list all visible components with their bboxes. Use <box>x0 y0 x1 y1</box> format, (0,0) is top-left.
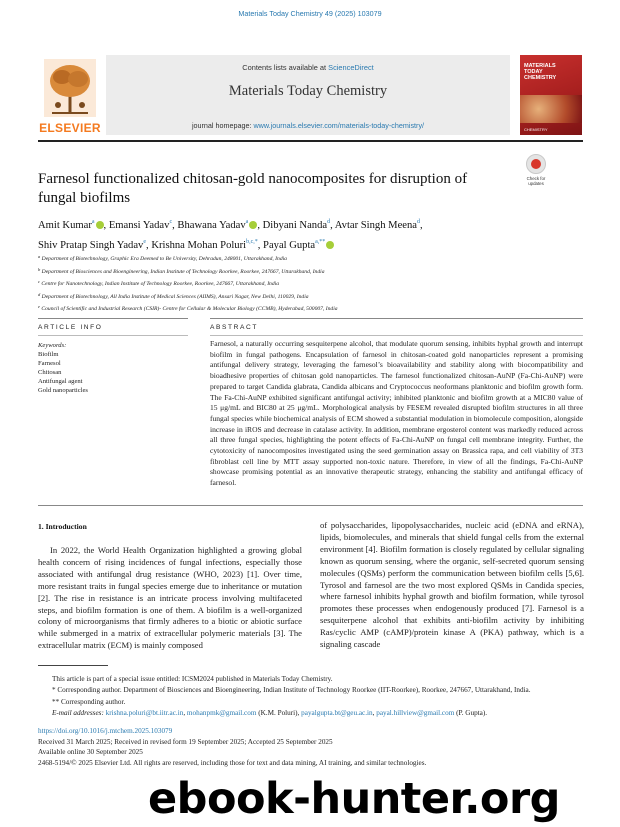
available-online: Available online 30 September 2025 <box>38 748 143 757</box>
author-name: Avtar Singh Meena <box>334 220 417 231</box>
affiliation <box>38 252 583 265</box>
footnote-marker: ** <box>52 697 60 706</box>
introduction-left-column: In 2022, the World Health Organization highlighted a growing global health concern of rising incidences of fungal infections, especially those associated with antifungal drug resistance (WHO, 2023) [1]. Over time, more resistant traits in fungal species emerge due to inheritance or mutation [2]. The rise in resistance is an intricate process involving multifaceted steps, and biofilm formation is one of them. A biofilm is a well-organized colony of microorganisms that firmly adheres to a biotic or abiotic surface while submerged in a matrix of extracellular polymeric materials [3]. The extracellular matrix (ECM) is mainly composed <box>38 545 302 651</box>
author-affil-marker[interactable]: e <box>143 239 147 245</box>
author-list <box>38 214 583 254</box>
author-separator: , <box>257 220 263 231</box>
cover-art <box>520 95 582 123</box>
author-name: Payal Gupta <box>263 240 316 251</box>
cover-footer: CHEMISTRY <box>524 127 548 132</box>
body-divider <box>38 505 583 506</box>
contents-line <box>106 63 510 72</box>
cover-title-line: MATERIALS <box>524 63 556 69</box>
article-info-heading: ARTICLE INFO <box>38 324 103 331</box>
email-link[interactable]: payal.hillview@gmail.com <box>376 708 455 717</box>
article-info-subrule <box>38 335 188 336</box>
footnote-text: Corresponding author. <box>60 697 126 706</box>
journal-cover-image[interactable] <box>520 55 582 135</box>
author-name: Krishna Mohan Poluri <box>151 240 247 251</box>
author-name: Amit Kumar <box>38 220 92 231</box>
journal-title: Materials Today Chemistry <box>228 83 388 99</box>
keywords-block <box>38 341 188 395</box>
corresponding-author-1 <box>38 685 583 696</box>
affiliation-text: Department of Biotechnology, All India Institute of Medical Sciences (AIIMS), Ansari Nagar, New Delhi, 110029, India <box>41 293 309 300</box>
author[interactable] <box>38 240 151 251</box>
email-label: E-mail addresses: <box>52 708 104 717</box>
introduction-right-column: of polysaccharides, lipopolysaccharides, nucleic acid (eDNA and eRNA), lipids, biomolecules, and minerals that shield fungal cells from the external environment [4]. Biofilm formation is closely regulated by cellular signaling known as quorum sensing, where the organic, self-secreted quorum sensing molecules (QSMs) perform the communication between biofilm cells [5,6]. Tyrosol and farnesol are the two most explored QSMs in Candida species, where farnesol inhibits hyphal growth and biofilm formation, while tyrosol promotes these processes when endogenously produced [7]. Farnesol is a sesquiterpene alcohol that exhibits anti-biofilm activity by inhibiting Ras/cyclic AMP (cAMP)/protein kinase A (PKA) pathway, which is a signaling cascade <box>320 520 584 650</box>
copyright: 2468-5194/© 2025 Elsevier Ltd. All rights are reserved, including those for text and data mining, AI training, and similar technologies. <box>38 758 427 767</box>
author[interactable] <box>38 220 109 231</box>
special-issue-note: This article is part of a special issue entitled: ICSM2024 published in Materials Today Chemistry. <box>52 675 333 683</box>
affiliation-list <box>38 252 583 315</box>
affiliation <box>38 277 583 290</box>
author[interactable] <box>109 220 178 231</box>
affiliation-text: Centre for Nanotechnology, Indian Institute of Technology Roorkee, Roorkee, 247667, Uttarakhand, India <box>41 281 280 288</box>
author-affil-marker[interactable]: a <box>91 219 95 225</box>
homepage-prefix: journal homepage: <box>191 121 252 130</box>
article-title: Farnesol functionalized chitosan-gold nanocomposites for disruption of fungal biofilms <box>38 171 468 206</box>
abstract-subrule <box>210 335 583 336</box>
author-affil-marker[interactable]: c <box>169 219 173 225</box>
update-dot-icon <box>531 159 541 169</box>
author[interactable] <box>151 240 263 251</box>
author-name: Shiv Pratap Singh Yadav <box>38 240 144 251</box>
author-separator: , <box>419 220 423 231</box>
affiliation-text: Department of Biosciences and Bioengineering, Indian Institute of Technology Roorkee, Roorkee, 247667, Uttarakhand, India <box>41 268 325 275</box>
check-updates-line: updates <box>528 181 544 186</box>
article-info-rule <box>38 318 188 319</box>
author-separator: , <box>330 220 335 231</box>
introduction-heading: 1. Introduction <box>38 522 87 531</box>
orcid-icon[interactable] <box>326 241 334 249</box>
cover-title-line: TODAY <box>524 69 543 75</box>
check-updates-line: Check for <box>526 176 546 181</box>
watermark: ebook-hunter.org <box>148 774 560 824</box>
keyword: Chitosan <box>38 369 62 376</box>
cover-title-line: CHEMISTRY <box>524 75 557 81</box>
affiliation <box>38 290 583 303</box>
affiliation-marker: b <box>38 266 41 272</box>
author-separator: , <box>146 240 152 251</box>
footnote-marker: * <box>52 686 56 695</box>
elsevier-tree-icon <box>44 59 96 117</box>
keywords-label: Keywords: <box>38 342 67 349</box>
author-name: Dibyani Nanda <box>262 220 328 231</box>
email-link[interactable]: payalgupta.bt@geu.ac.in <box>301 708 373 717</box>
affiliation-marker: a <box>38 254 41 259</box>
doi-link[interactable]: https://doi.org/10.1016/j.mtchem.2025.103079 <box>38 727 173 735</box>
author-affil-marker[interactable]: b,c,* <box>246 239 258 245</box>
email-addresses: E-mail addresses: krishna.poluri@bt.iitr.ac.in, mohanpmk@gmail.com (K.M. Poluri), payalgupta.bt@geu.ac.in, payal.hillview@gmail.com (P. Gupta). <box>52 708 488 717</box>
keyword: Antifungal agent <box>38 378 83 385</box>
abstract-text: Farnesol, a naturally occurring sesquiterpene alcohol, that modulate quorum sensing, inhibits hyphal growth and interrupt biofilm in fungal pathogens. Encapsulation of farnesol in chitosan-coated gold nanoparticles represent a promising antifungal delivery strategy, leveraging the farnesol’s bioavailability and stability along with biocompatibility and bioadhesive properties of chitosan gold nanoparticles. The farnesol functionalized chitosan-AuNP (Fa-Chi-AuNP) were prepared to target Candida glabrata, Candida albicans and Cryptococcus neoformans planktonic and biofilm growth form. The Fa-Chi-AuNP exhibited significant antifungal activity; inhibited planktonic and biofilm growth at a MIC80 value of 15 μg/mL and BIC80 at 25 μg/mL. Morphological analysis by FESEM revealed disrupted biofilm structures in all three fungal species while biochemical analysis of ECM showed a substantial modulation in biomolecule composition, alongside increase in iROS and decrease in catalase activity. In addition, membrane ergosterol content was markedly reduced across all three fungal species, highlighting the potent effects of Fa-Chi-AuNP on fungal cell membrane integrity. Further, the cytotoxicity of nanocomposites investigated using the seed germination assay on Brassica rapa, and cell viability of 3T3 fibroblast cell line by MTT assay supported non-toxic nature. Therefore, in view of all the findings, Fa-Chi-AuNP showcase promising potential as an innovative therapeutic strategy, enhancing the stability and antifungal efficacy of farnesol. <box>210 339 583 488</box>
abstract-heading: ABSTRACT <box>210 324 258 331</box>
affiliation-text: Department of Biotechnology, Graphic Era Deemed to Be University, Dehradun, 248001, Uttarakhand, India <box>41 256 287 262</box>
affiliation <box>38 265 583 278</box>
header-divider <box>38 140 583 142</box>
author-affil-marker[interactable]: a <box>245 219 249 225</box>
email-owner: (K.M. Poluri), <box>258 708 300 717</box>
author[interactable] <box>335 220 423 231</box>
author-separator: , <box>103 220 109 231</box>
author[interactable] <box>177 220 262 231</box>
footnotes <box>38 674 583 719</box>
author-affil-marker[interactable]: a,** <box>315 239 326 245</box>
affiliation <box>38 302 583 315</box>
sciencedirect-link[interactable]: ScienceDirect <box>328 63 374 72</box>
received-dates: Received 31 March 2025; Received in revised form 19 September 2025; Accepted 25 September 2025 <box>38 737 333 746</box>
affiliation-marker: c <box>38 279 40 285</box>
author[interactable] <box>263 220 335 231</box>
email-link[interactable]: krishna.poluri@bt.iitr.ac.in <box>105 708 184 717</box>
masthead <box>106 55 510 135</box>
affiliation-marker: d <box>38 291 41 297</box>
check-for-updates-button[interactable] <box>522 154 550 186</box>
corresponding-author-2 <box>38 697 583 708</box>
homepage-line <box>106 121 510 130</box>
keyword: Farnesol <box>38 360 61 367</box>
email-link[interactable]: mohanpmk@gmail.com <box>186 708 257 717</box>
author-name: Bhawana Yadav <box>177 220 246 231</box>
contents-prefix: Contents lists available at <box>242 63 327 72</box>
author-affil-marker[interactable]: d <box>416 219 420 225</box>
running-header[interactable]: Materials Today Chemistry 49 (2025) 103079 <box>238 9 382 18</box>
author-name: Emansi Yadav <box>108 220 170 231</box>
check-updates-label <box>522 176 550 186</box>
footnote-text: Corresponding author. Department of Biosciences and Bioengineering, Indian Institute of Technology Roorkee (IIT-Roorkee), Roorkee, 247667, Uttarakhand, India. <box>57 686 531 695</box>
author-separator: , <box>257 240 264 251</box>
keyword: Gold nanoparticles <box>38 387 88 394</box>
elsevier-wordmark: ELSEVIER <box>39 121 101 135</box>
homepage-link[interactable]: www.journals.elsevier.com/materials-today-chemistry/ <box>253 121 425 130</box>
journal-header <box>38 55 583 139</box>
elsevier-logo[interactable] <box>38 55 102 135</box>
email-owner: (P. Gupta). <box>456 708 488 717</box>
affiliation-text: Council of Scientific and Industrial Research (CSIR)- Centre for Cellular & Molecular Biology (CCMB), Hyderabad, 500007, India <box>41 306 338 313</box>
orcid-icon[interactable] <box>96 221 104 229</box>
affiliation-marker: e <box>38 304 40 310</box>
abstract-rule <box>210 318 583 319</box>
cover-title <box>524 63 556 81</box>
article-metadata <box>38 726 583 768</box>
author[interactable] <box>263 240 334 251</box>
keyword: Biofilm <box>38 351 59 358</box>
author-affil-marker[interactable]: d <box>327 219 331 225</box>
footnote-rule <box>38 665 108 666</box>
author-separator: , <box>172 220 178 231</box>
